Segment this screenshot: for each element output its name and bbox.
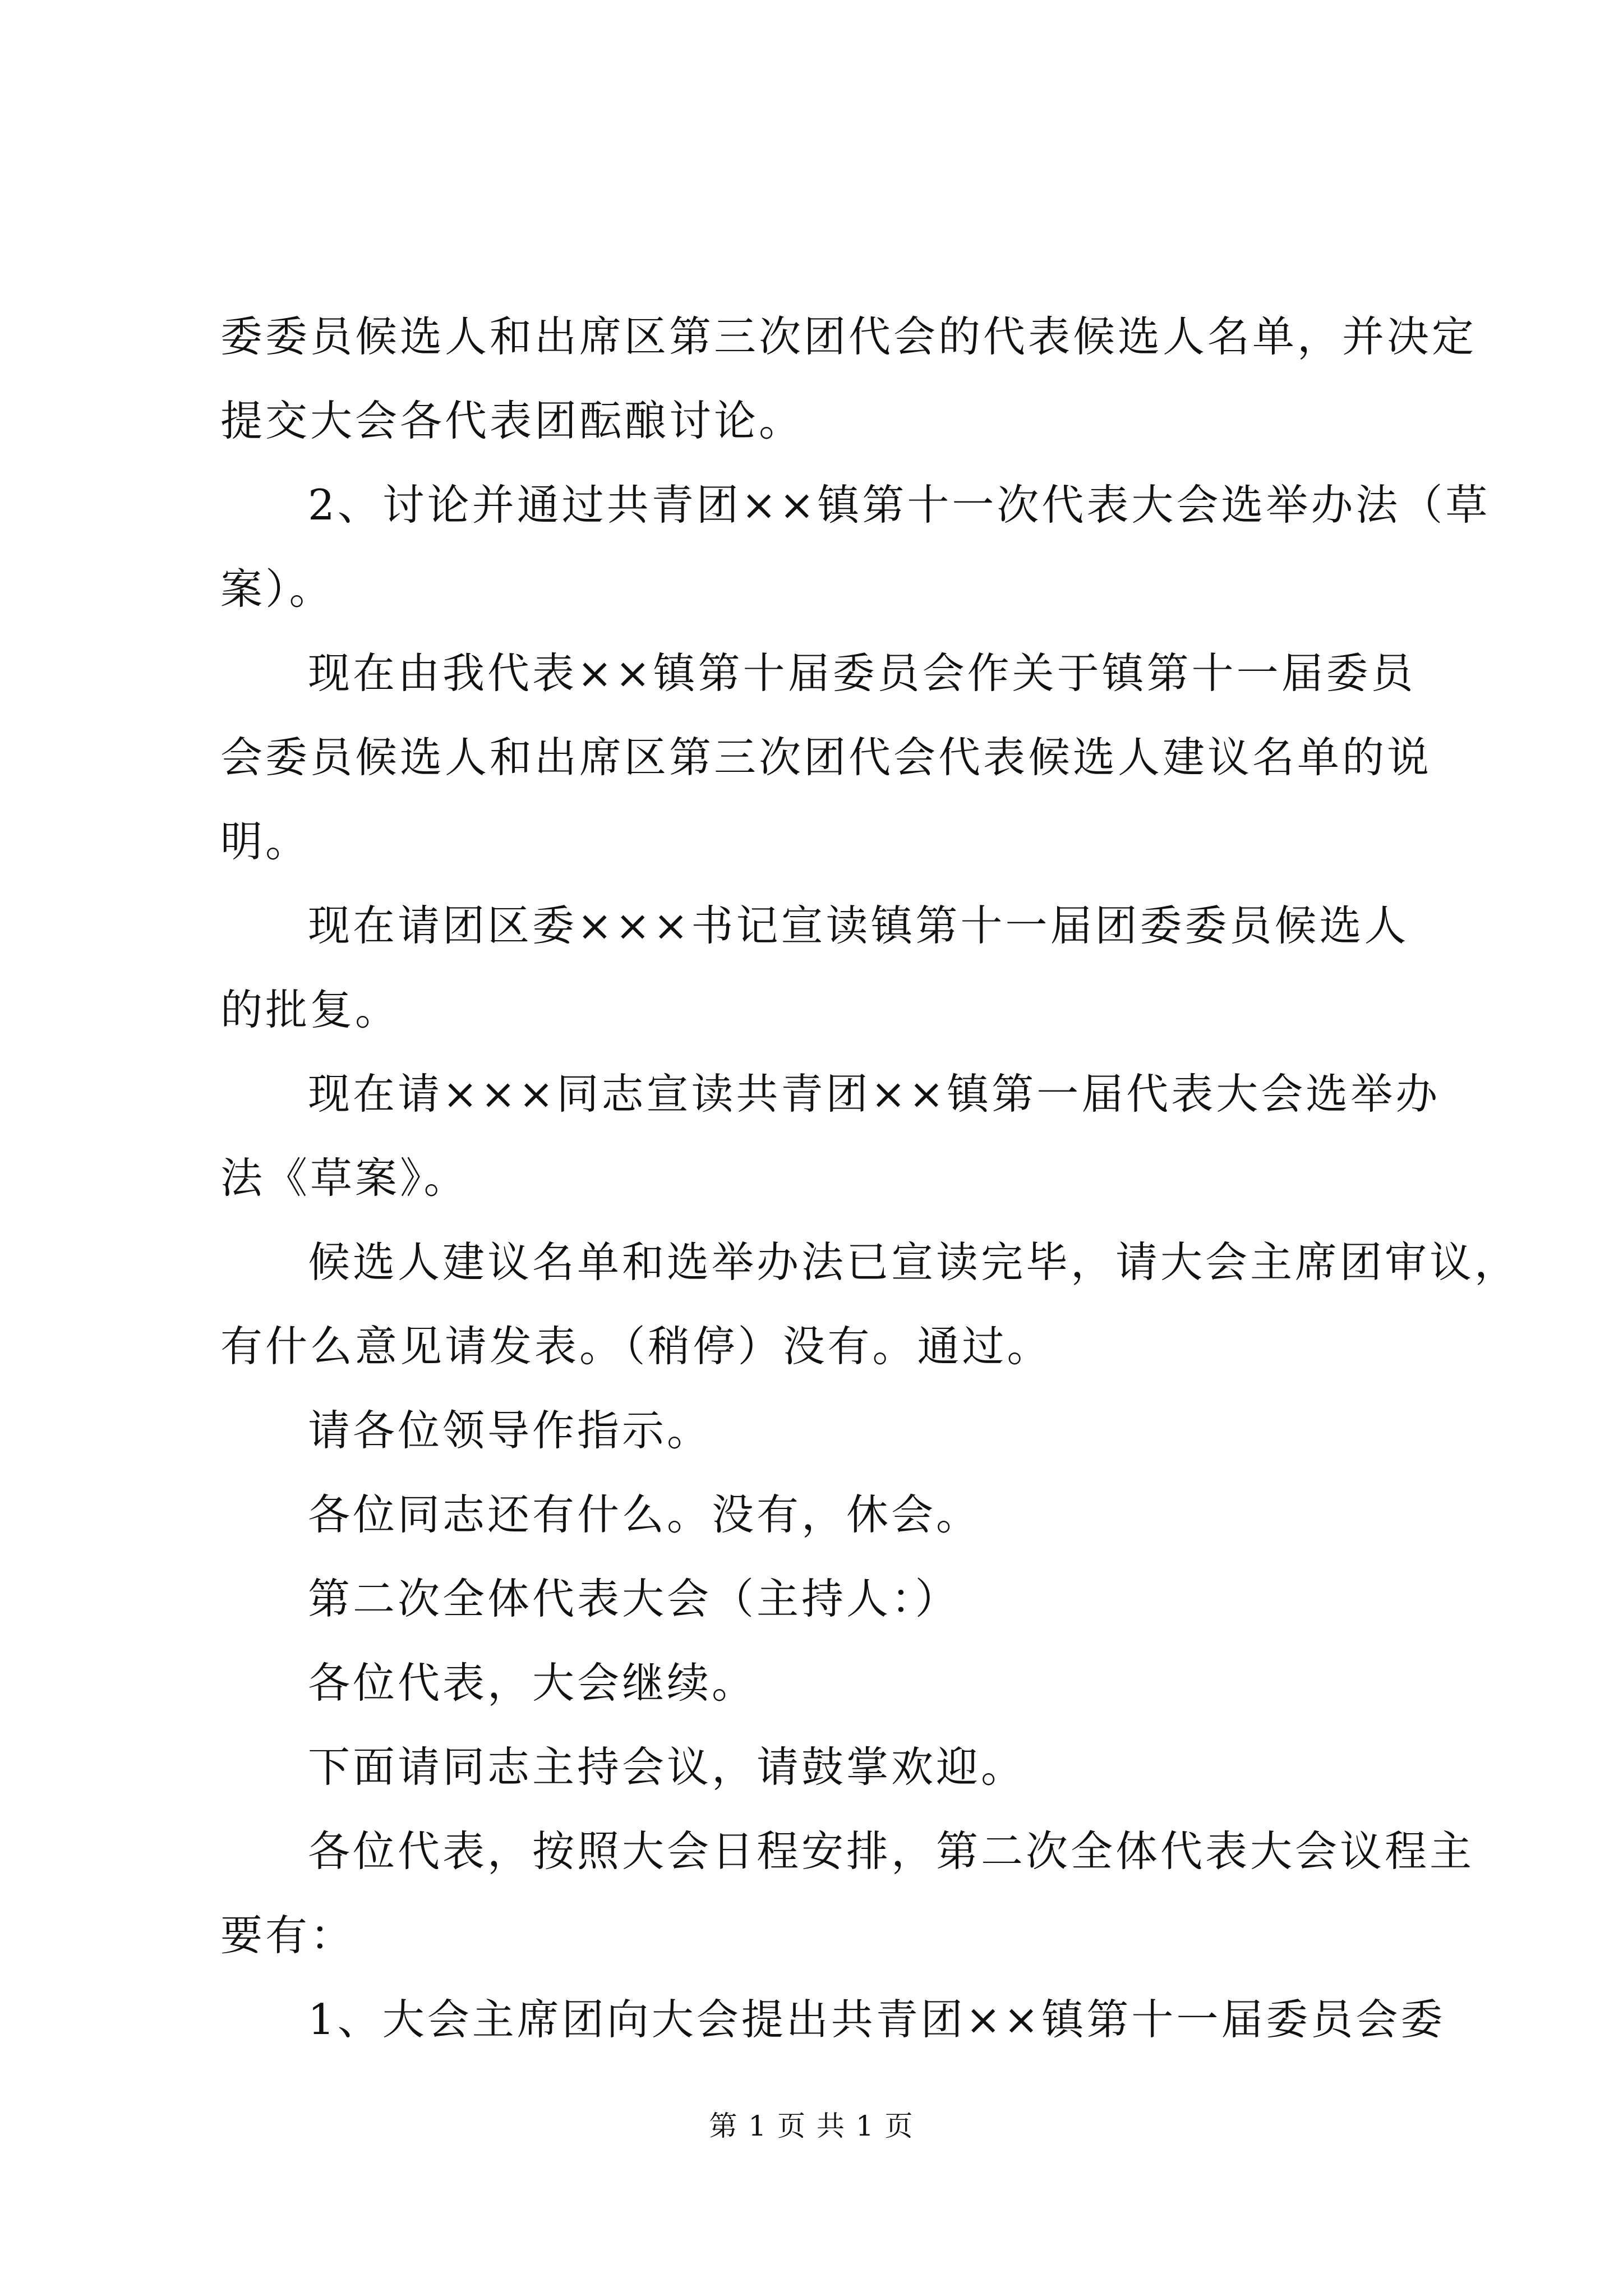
text-line-10: 现在请×××同志宣读共青团××镇第一届代表大会选举办 [308, 1069, 1441, 1119]
text-line-4: 案）。 [220, 564, 334, 614]
text-line-13: 有什么意见请发表。（稍停）没有。通过。 [220, 1322, 1052, 1371]
text-line-17: 各位代表，大会继续。 [308, 1658, 757, 1708]
text-line-2: 提交大会各代表团酝酿讨论。 [220, 396, 804, 445]
text-line-12: 候选人建议名单和选举办法已宣读完毕，请大会主席团审议， [308, 1237, 1520, 1287]
text-line-9: 的批复。 [220, 985, 400, 1034]
text-line-1: 委委员候选人和出席区第三次团代会的代表候选人名单，并决定 [220, 312, 1477, 361]
text-line-5: 现在由我代表××镇第十届委员会作关于镇第十一届委员 [308, 648, 1416, 698]
text-line-16: 第二次全体代表大会（主持人：） [308, 1574, 960, 1623]
text-line-14: 请各位领导作指示。 [308, 1406, 712, 1455]
text-line-7: 明。 [220, 817, 311, 866]
text-line-3: 2、讨论并通过共青团××镇第十一次代表大会选举办法（草 [308, 480, 1491, 530]
text-line-8: 现在请团区委×××书记宣读镇第十一届团委委员候选人 [308, 901, 1409, 950]
text-line-15: 各位同志还有什么。没有，休会。 [308, 1490, 981, 1539]
page-footer: 第 1 页 共 1 页 [709, 2110, 914, 2142]
text-line-20: 要有： [220, 1911, 356, 1960]
text-line-21: 1、大会主席团向大会提出共青团××镇第十一届委员会委 [308, 1995, 1446, 2044]
text-line-18: 下面请同志主持会议，请鼓掌欢迎。 [308, 1742, 1026, 1792]
text-line-19: 各位代表，按照大会日程安排，第二次全体代表大会议程主 [308, 1826, 1475, 1876]
text-line-6: 会委员候选人和出席区第三次团代会代表候选人建议名单的说 [220, 733, 1432, 782]
document-body [220, 295, 1520, 2062]
text-line-11: 法《草案》。 [220, 1153, 469, 1203]
